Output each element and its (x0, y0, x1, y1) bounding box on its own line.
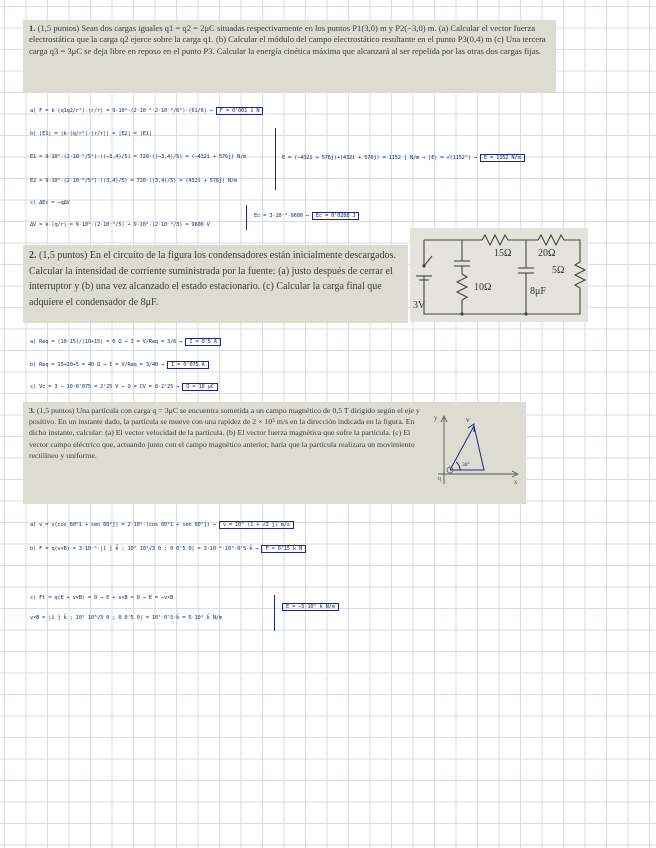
label-5ohm: 5Ω (552, 265, 565, 276)
solution-line: E = (−432î + 576ĵ)+(432î + 576ĵ) = 1152 ĵ N/m → |E| = √(1152²) → (282, 155, 477, 161)
problem-1-statement (23, 20, 556, 93)
solution-line: a) Req = (10·15)/(10+15) = 6 Ω → I = V/Req = 3/6 → (30, 339, 183, 345)
solution-line: c) Vc = 3 − 10·0'075 = 2'25 V → Q = CV = 8·2'25 → (30, 384, 180, 390)
solution-1b-e1: E1 = 9·10⁹·(2·10⁻⁶/5²)·((−3,4)/5) = 720·((−3,4)/5) = (−432î + 576ĵ) N/m (30, 154, 247, 160)
problem-2-statement (23, 245, 408, 323)
solution-2c (30, 383, 218, 391)
label-3V: 3V (413, 300, 426, 311)
label-8uF: 8μF (530, 286, 546, 297)
problem-number: 3. (29, 406, 35, 415)
solution-2b (30, 361, 209, 369)
problem-number: 2. (29, 250, 37, 261)
velocity-label: v (466, 416, 470, 424)
problem-points: (1,5 puntos) (36, 406, 75, 415)
problem-number: 1. (29, 23, 36, 33)
problem-text: En el circuito de la figura los condensadores están inicialmente descargados. Calcular la intensidad de corriente suministrada por la fuente: (a) justo después de cerrar el interruptor y (b) una vez alcanzado el estado estacionario. (c) Calcular la carga final que adquiere el condensador de 8μF. (29, 250, 396, 308)
problem-points: (1,5 puntos) (37, 23, 80, 33)
solution-3b (30, 545, 306, 553)
solution-line: Ec = 3·10⁻⁶·9600 → (254, 213, 309, 219)
answer-box: I = 0'5 A (185, 338, 220, 346)
circuit-figure (410, 228, 588, 322)
solution-line: b) F = q(v×B) = 3·10⁻⁶·|î ĵ k̂ ; 10⁵ 10⁵√3 0 ; 0 0'5 0| = 3·10⁻⁶·10⁵·0'5·k̂ → (30, 546, 259, 552)
solution-2a (30, 338, 221, 346)
axis-x-label: x (514, 478, 518, 486)
solution-line: b) Req = 15+20+5 = 40 Ω → I = V/Req = 3/40 → (30, 362, 164, 368)
solution-1c: c) ΔEc = −qΔV (30, 200, 70, 206)
problem-text: Una partícula con carga q = 3μC se encuentra sometida a un campo magnético de 0,5 T dirigido según el eje y positivo. En un instante dado, la partícula se mueve con una rapidez de 2 × 10⁵ m/s en la dirección indicada en la figura. En dicho instante, calcular: (a) El vector velocidad de la partícula. (b) El vector fuerza magnética que sufre la partícula. (c) El vector campo eléctrico que, actuando junto con el campo magnético anterior, haría que la partícula realizara un movimiento rectilíneo y uniforme. (29, 406, 420, 460)
answer-box: F = 0'001 î N (216, 107, 264, 115)
charge-label: q (438, 476, 441, 482)
divider-line (274, 595, 275, 631)
problem-3-statement (23, 402, 526, 504)
problem-text: Sean dos cargas iguales q1 = q2 = 2μC situadas respectivamente en los puntos P1(3,0) m y P2(−3,0) m. (a) Calcular el vector fuerza electrostática que la carga q2 ejerce sobre la carga q1. (b) Calcular el módulo del campo electrostático resultante en el punto P3(0,4) m (c) Una tercera carga q3 = 3μC se deja libre en reposo en el punto P3. Calcular la energía cinética máxima que alcanzará al ser repelida por las otras dos cargas fijas. (29, 23, 546, 56)
solution-line: a) F = k·(q1q2/r²)·(r/r) = 9·10⁹·(2·10⁻⁶·2·10⁻⁶/6²)·(6î/6) (30, 108, 207, 114)
answer-box: I = 0'075 A (167, 361, 209, 369)
label-15ohm: 15Ω (494, 248, 512, 259)
solution-3a (30, 521, 294, 529)
answer-box: E = 1152 N/m (480, 154, 525, 162)
solution-line: a) v = v(cos 60°î + sen 60°ĵ) = 2·10⁵·(cos 60°î + sen 60°ĵ) → (30, 522, 216, 528)
solution-3c-cross: v×B = |î ĵ k̂ ; 10⁵ 10⁵√3 0 ; 0 0'5 0| = 10⁵·0'5·k̂ = 5·10⁴ k̂ N/m (30, 615, 222, 621)
answer-box: F = 0'15 k̂ N (261, 545, 306, 553)
answer-box: Ec = 0'0288 J (312, 212, 360, 220)
solution-1b-sum (282, 154, 525, 162)
solution-1b-e2: E2 = 9·10⁹·(2·10⁻⁶/5²)·((3,4)/5) = 720·((3,4)/5) = (432î + 576ĵ) N/m (30, 178, 238, 184)
solution-3c: c) Ft = q(E + v×B) = 0 → E + v×B = 0 → E = −v×B (30, 595, 174, 601)
solution-1b: b) |E1| = |k·(q/r²)·(r/r)| = |E2| = |E1| (30, 131, 152, 137)
divider-line (246, 205, 247, 230)
divider-line (275, 128, 276, 190)
solution-1c-answer (254, 212, 359, 220)
solution-1c-dv: ΔV = k·(q/r) = 9·10⁹·(2·10⁻⁶/5) + 9·10⁹·(2·10⁻⁶/3) = 9600 V (30, 222, 210, 228)
problem-points: (1,5 puntos) (39, 250, 88, 261)
label-10ohm: 10Ω (474, 282, 492, 293)
answer-box: v = 10⁵ (î + √3 ĵ) m/s (219, 521, 294, 529)
angle-label: 30° (462, 462, 470, 468)
answer-box: E = −5·10⁴ k̂ N/m (282, 603, 339, 611)
solution-3c-answer (282, 603, 339, 611)
circuit-diagram (410, 228, 588, 322)
velocity-figure (430, 408, 522, 488)
label-20ohm: 20Ω (538, 248, 556, 259)
axis-y-label: y (434, 414, 438, 422)
solution-1a: a) F = k·(q1q2/r²)·(r/r) = 9·10⁹·(2·10⁻⁶·2·10⁻⁶/6²)·(6î/6) → F = 0'001 î N (30, 107, 263, 115)
answer-box: Q = 18 μC (182, 383, 217, 391)
